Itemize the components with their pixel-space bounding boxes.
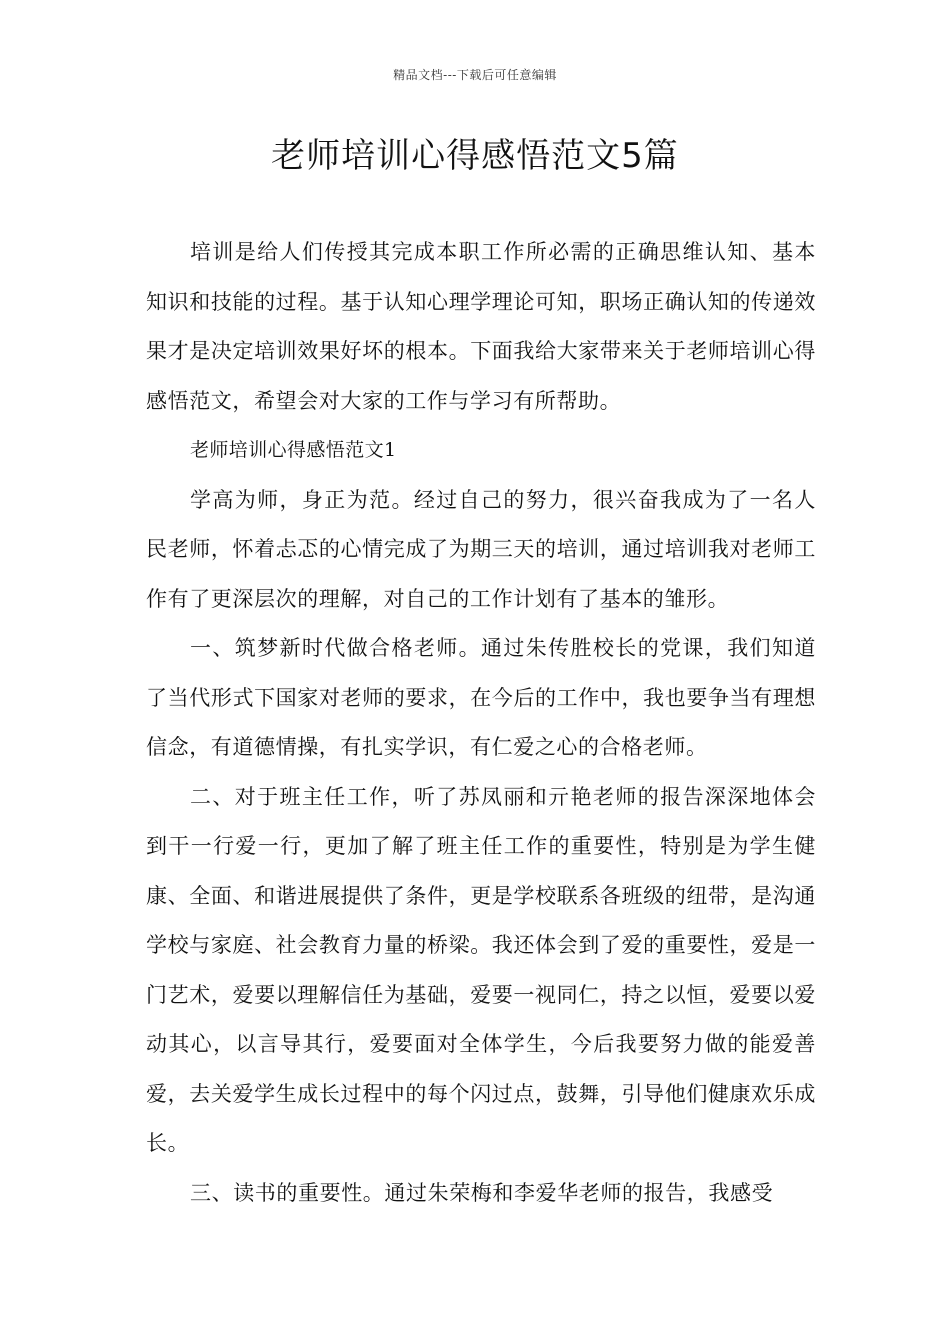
- body-paragraph: 一、筑梦新时代做合格老师。通过朱传胜校长的党课，我们知道了当代形式下国家对老师的要求，在今后的工作中，我也要争当有理想信念，有道德情操，有扎实学识，有仁爱之心的合格老师。: [146, 636, 816, 759]
- body-paragraph: 二、对于班主任工作，听了苏凤丽和亓艳老师的报告深深地体会到干一行爱一行，更加了解了班主任工作的重要性，特别是为学生健康、全面、和谐进展提供了条件，更是学校联系各班级的纽带，是沟通学校与家庭、社会教育力量的桥梁。我还体会到了爱的重要性，爱是一门艺术，爱要以理解信任为基础，爱要一视同仁，持之以恒，爱要以爱动其心，以言导其行，爱要面对全体学生，今后我要努力做的能爱善爱，去关爱学生成长过程中的每个闪过点，鼓舞，引导他们健康欢乐成长。: [146, 784, 816, 1155]
- document-header-note: 精品文档---下载后可任意编辑: [393, 68, 557, 82]
- document-title: 老师培训心得感悟范文5篇: [271, 136, 679, 176]
- body-paragraph: 学高为师，身正为范。经过自己的努力，很兴奋我成为了一名人民老师，怀着忐忑的心情完成了为期三天的培训，通过培训我对老师工作有了更深层次的理解，对自己的工作计划有了基本的雏形。: [146, 487, 816, 611]
- body-paragraph: 三、读书的重要性。通过朱荣梅和李爱华老师的报告，我感受: [190, 1180, 774, 1205]
- section-heading: 老师培训心得感悟范文1: [190, 439, 397, 461]
- document-body: [146, 228, 816, 1218]
- intro-paragraph: 培训是给人们传授其完成本职工作所必需的正确思维认知、基本知识和技能的过程。基于认知心理学理论可知，职场正确认知的传递效果才是决定培训效果好坏的根本。下面我给大家带来关于老师培训心得感悟范文，希望会对大家的工作与学习有所帮助。: [146, 240, 816, 413]
